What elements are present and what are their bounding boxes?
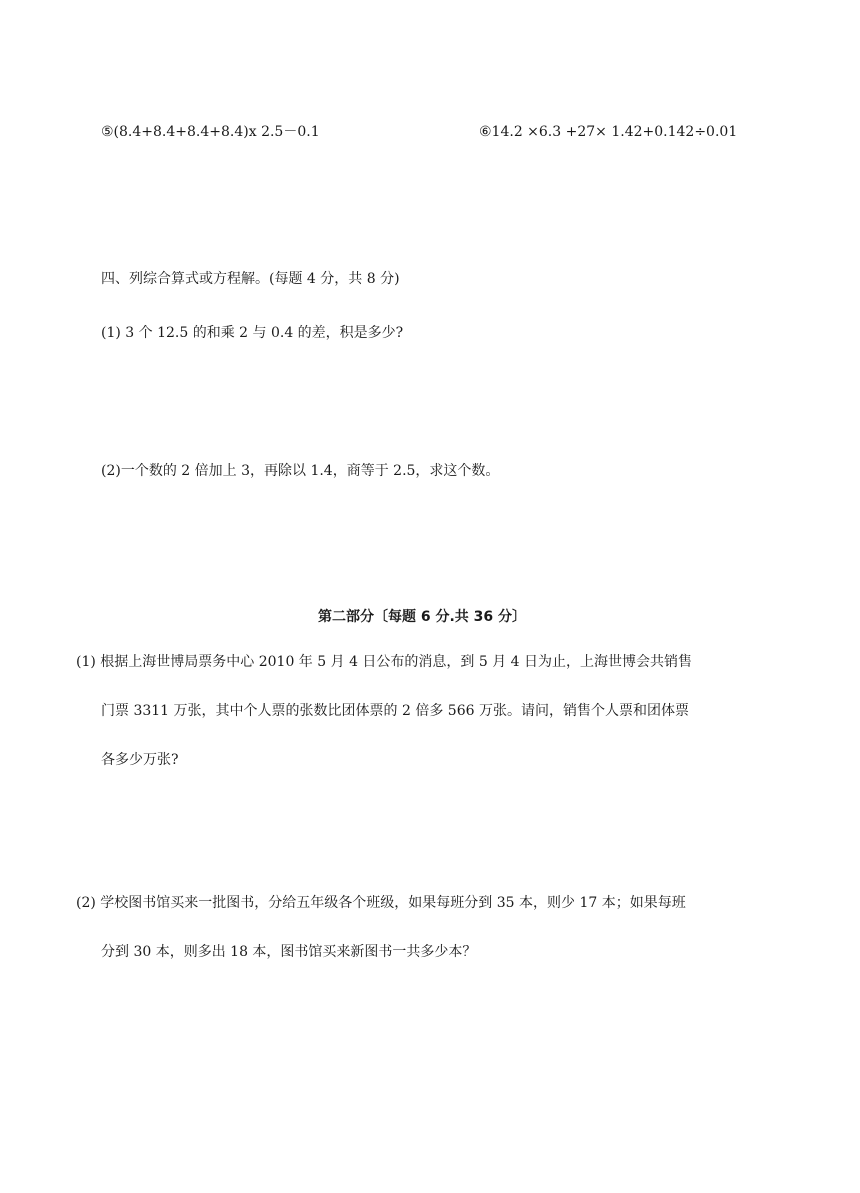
section-4-title: 四、列综合算式或方程解。(每题 4 分，共 8 分) xyxy=(101,271,400,287)
exercise-calc-5: ⑤(8.4+8.4+8.4+8.4)x 2.5－0.1 xyxy=(101,124,320,140)
part-2-problem-1-line-2: 门票 3311 万张，其中个人票的张数比团体票的 2 倍多 566 万张。请问，销售个人票和团体票 xyxy=(101,703,689,719)
part-2-problem-2-line-1: (2) 学校图书馆买来一批图书，分给五年级各个班级，如果每班分到 35 本，则少 17 本；如果每班 xyxy=(76,895,686,911)
part-2-problem-1-line-1: (1) 根据上海世博局票务中心 2010 年 5 月 4 日公布的消息，到 5 月 4 日为止，上海世博会共销售 xyxy=(76,654,693,670)
section-4-question-1: (1) 3 个 12.5 的和乘 2 与 0.4 的差，积是多少? xyxy=(101,325,404,341)
part-2-problem-1-line-3: 各多少万张? xyxy=(101,752,179,768)
section-4-question-2: (2)一个数的 2 倍加上 3，再除以 1.4，商等于 2.5，求这个数。 xyxy=(101,463,500,479)
exercise-calc-6: ⑥14.2 ×6.3 +27× 1.42+0.142÷0.01 xyxy=(479,124,738,140)
part-2-title: 第二部分〔每题 6 分.共 36 分〕 xyxy=(318,609,527,625)
part-2-problem-2-line-2: 分到 30 本，则多出 18 本，图书馆买来新图书一共多少本？ xyxy=(101,944,477,960)
